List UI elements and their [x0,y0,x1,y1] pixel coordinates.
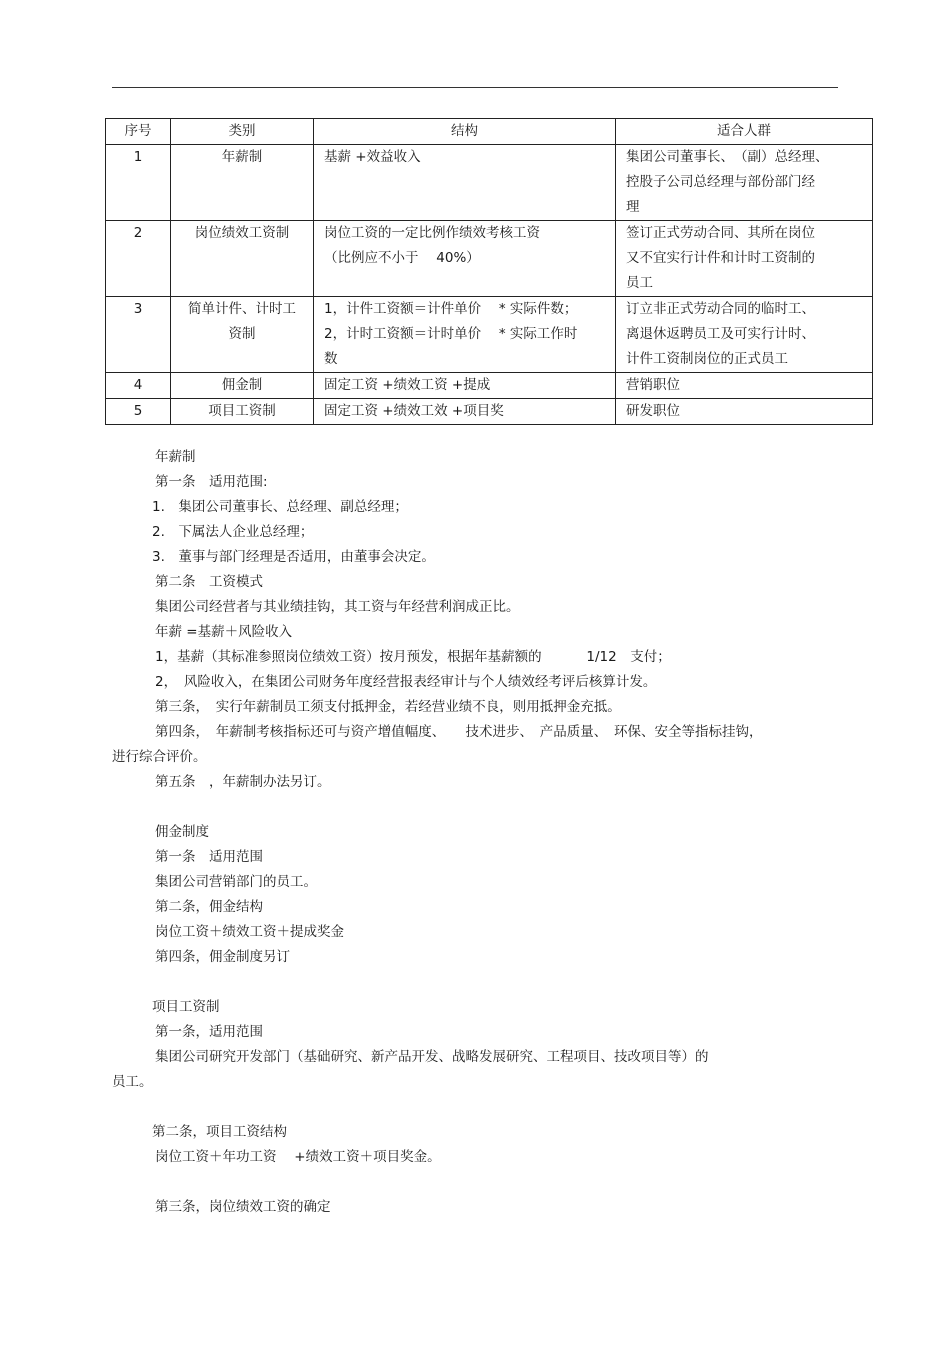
section-heading-project-salary: 项目工资制 [152,999,220,1015]
paragraph: 第二条，佣金结构 [155,899,263,915]
row-structure [314,221,616,297]
target-line: 控股子公司总经理与部份部门经 [626,174,815,190]
row-type: 年薪制 [171,145,314,221]
structure-line: 基薪 +效益收入 [324,149,421,165]
list-item: 3. 董事与部门经理是否适用，由董事会决定。 [152,549,435,565]
paragraph: 2， 风险收入，在集团公司财务年度经营报表经审计与个人绩效经考评后核算计发。 [155,674,657,690]
table-row [106,145,873,221]
table-header-row [106,119,873,145]
row-no: 4 [106,373,171,399]
paragraph: 岗位工资＋绩效工资＋提成奖金 [155,924,344,940]
row-type: 佣金制 [171,373,314,399]
row-structure [314,399,616,425]
header-structure: 结构 [314,119,616,145]
paragraph: 第三条， 实行年薪制员工须支付抵押金，若经营业绩不良，则用抵押金充抵。 [155,699,621,715]
paragraph: 第二条 工资模式 [155,574,263,590]
row-structure [314,373,616,399]
row-target [616,145,873,221]
row-no: 2 [106,221,171,297]
target-line: 集团公司董事长、 （副）总经理、 [626,149,829,165]
structure-line: 固定工资 +绩效工效 +项目奖 [324,403,504,419]
row-type [171,297,314,373]
section-heading-commission: 佣金制度 [155,824,209,840]
paragraph: 第二条，项目工资结构 [152,1124,287,1140]
row-no: 5 [106,399,171,425]
structure-line: 数 [324,351,338,367]
paragraph: 第一条 适用范围 [155,849,263,865]
target-line: 计件工资制岗位的正式员工 [626,351,788,367]
target-line: 员工 [626,275,653,291]
row-structure [314,297,616,373]
table-row [106,373,873,399]
structure-line: 2，计时工资额＝计时单价 * 实际工作时 [324,326,578,342]
row-type: 项目工资制 [171,399,314,425]
row-type: 岗位绩效工资制 [171,221,314,297]
structure-line: 固定工资 +绩效工资 +提成 [324,377,491,393]
row-target [616,297,873,373]
paragraph: 岗位工资＋年功工资 +绩效工资＋项目奖金。 [155,1149,441,1165]
target-line: 又不宜实行计件和计时工资制的 [626,250,815,266]
paragraph: 集团公司研究开发部门（基础研究、新产品开发、战略发展研究、工程项目、技改项目等）的 [155,1049,709,1065]
structure-line: （比例应不小于 40%） [324,250,480,266]
target-line: 签订正式劳动合同、其所在岗位 [626,225,815,241]
paragraph: 第四条， 年薪制考核指标还可与资产增值幅度、 技术进步、 产品质量、 环保、安全等指标挂钩， [155,724,763,740]
row-no: 3 [106,297,171,373]
target-line: 营销职位 [626,377,680,393]
header-no: 序号 [106,119,171,145]
list-item: 2. 下属法人企业总经理； [152,524,314,540]
table-row [106,399,873,425]
paragraph: 第一条，适用范围 [155,1024,263,1040]
table-row [106,297,873,373]
paragraph: 员工。 [112,1074,153,1090]
section-heading-annual-salary: 年薪制 [155,449,196,465]
header-rule [112,87,838,88]
paragraph: 1，基薪（其标准参照岗位绩效工资）按月预发，根据年基薪额的 1/12 支付； [155,649,671,665]
paragraph: 进行综合评价。 [112,749,207,765]
salary-system-table [105,118,873,425]
table-row [106,221,873,297]
row-target [616,373,873,399]
type-line: 资制 [228,326,256,342]
paragraph: 集团公司经营者与其业绩挂钩，其工资与年经营利润成正比。 [155,599,520,615]
paragraph: 集团公司营销部门的员工。 [155,874,317,890]
list-item: 1. 集团公司董事长、总经理、副总经理； [152,499,408,515]
row-target [616,221,873,297]
header-type: 类别 [171,119,314,145]
target-line: 研发职位 [626,403,680,419]
target-line: 理 [626,199,640,215]
paragraph: 第四条，佣金制度另订 [155,949,290,965]
row-structure [314,145,616,221]
type-line: 简单计件、计时工 [188,301,296,317]
target-line: 订立非正式劳动合同的临时工、 [626,301,815,317]
row-target [616,399,873,425]
header-target: 适合人群 [616,119,873,145]
structure-line: 岗位工资的一定比例作绩效考核工资 [324,225,540,241]
target-line: 离退休返聘员工及可实行计时、 [626,326,815,342]
paragraph: 第五条 ，年薪制办法另订。 [155,774,331,790]
paragraph: 第三条，岗位绩效工资的确定 [155,1199,331,1215]
row-no: 1 [106,145,171,221]
paragraph: 年薪 =基薪＋风险收入 [155,624,293,640]
paragraph: 第一条 适用范围: [155,474,268,490]
structure-line: 1，计件工资额＝计件单价 * 实际件数； [324,301,578,317]
